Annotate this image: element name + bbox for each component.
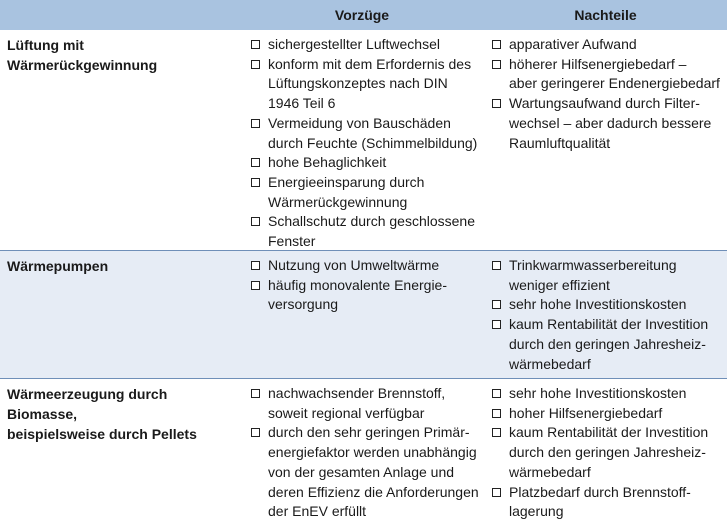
text-line: Nutzung von Umweltwärme	[268, 257, 440, 273]
text-line: kaum Rentabilität der Investition	[509, 316, 709, 333]
text-line: konform mit dem Erfordernis des	[268, 55, 472, 72]
nachteil-item	[492, 483, 724, 522]
text-line: höherer Hilfsenergiebedarf –	[509, 55, 687, 72]
vorzug-item	[251, 55, 479, 114]
checkbox-bullet-icon	[492, 428, 501, 437]
text-line: Schallschutz durch geschlossene	[268, 213, 476, 230]
checkbox-bullet-icon	[492, 389, 501, 398]
text-line: aber geringerer Endenergiebedarf	[509, 75, 720, 92]
text-line: sichergestellter Luftwechsel	[268, 36, 440, 52]
text-line: Wärmerückgewinnung	[7, 57, 158, 73]
checkbox-bullet-icon	[251, 217, 260, 226]
checkbox-bullet-icon	[492, 99, 501, 108]
checkbox-bullet-icon	[251, 158, 260, 167]
text-line: Vermeidung von Bauschäden	[268, 114, 451, 131]
text-line: Platzbedarf durch Brennstoff-	[509, 483, 691, 500]
text-line: hoher Hilfsenergiebedarf	[509, 404, 663, 421]
table-row	[0, 30, 727, 251]
vorzug-item	[251, 35, 479, 55]
checkbox-bullet-icon	[251, 119, 260, 128]
text-line: Lüftung mit	[7, 37, 84, 53]
checkbox-bullet-icon	[492, 320, 501, 329]
checkbox-bullet-icon	[492, 261, 501, 270]
nachteil-item	[492, 404, 724, 424]
checkbox-bullet-icon	[251, 261, 260, 270]
vorzug-item	[251, 256, 479, 276]
text-line: Wärmeerzeugung durch Biomasse,	[7, 386, 168, 422]
nachteile-list	[492, 384, 724, 522]
text-line: wechsel – aber dadurch bessere	[509, 114, 712, 131]
vorzug-item	[251, 212, 479, 251]
checkbox-bullet-icon	[251, 178, 260, 187]
text-line: der EnEV erfüllt	[268, 503, 367, 520]
nachteil-item	[492, 295, 724, 315]
text-line: kaum Rentabilität der Investition	[509, 424, 709, 441]
vorzug-item	[251, 153, 479, 173]
text-line: Trinkwarmwasserbereitung	[509, 257, 677, 273]
text-line: nachwachsender Brennstoff,	[268, 385, 446, 401]
nachteil-item	[492, 94, 724, 153]
vorzuege-list	[251, 384, 479, 522]
text-line: Wartungsaufwand durch Filter-	[509, 95, 700, 112]
checkbox-bullet-icon	[492, 40, 501, 49]
checkbox-bullet-icon	[251, 281, 260, 290]
checkbox-bullet-icon	[492, 409, 501, 418]
checkbox-bullet-icon	[492, 60, 501, 69]
text-line: Fenster	[268, 233, 316, 250]
text-line: beispielsweise durch Pellets	[7, 426, 197, 442]
text-line: durch Feuchte (Schimmelbildung)	[268, 134, 478, 151]
vorzuege-list	[251, 35, 479, 252]
vorzug-item	[251, 114, 479, 153]
vorzug-item	[251, 384, 479, 423]
nachteil-item	[492, 55, 724, 94]
text-line: lagerung	[509, 503, 564, 520]
text-line: sehr hohe Investitionskosten	[509, 385, 687, 401]
text-line: weniger effizient	[509, 276, 610, 293]
vorzug-item	[251, 423, 479, 522]
header-vorzuege: Vorzüge	[334, 7, 390, 23]
text-line: Raumluftqualität	[509, 134, 611, 151]
text-line: von der gesamten Anlage und	[268, 463, 455, 480]
nachteil-item	[492, 423, 724, 482]
checkbox-bullet-icon	[251, 428, 260, 437]
nachteil-item	[492, 384, 724, 404]
text-line: Wärmepumpen	[7, 258, 109, 274]
text-line: apparativer Aufwand	[509, 36, 637, 52]
table-row	[0, 251, 727, 379]
vorzuege-list	[251, 256, 479, 315]
vorzug-item	[251, 276, 479, 315]
text-line: wärmebedarf	[509, 463, 591, 480]
text-line: Energieeinsparung durch	[268, 173, 425, 190]
text-line: Wärmerückgewinnung	[268, 193, 408, 210]
text-line: energiefaktor werden unabhängig	[268, 444, 477, 461]
text-line: hohe Behaglichkeit	[268, 154, 387, 171]
nachteil-item	[492, 256, 724, 295]
text-line: durch den sehr geringen Primär-	[268, 424, 470, 441]
text-line: Lüftungskonzeptes nach DIN	[268, 75, 448, 92]
text-line: häufig monovalente Energie-	[268, 276, 448, 293]
text-line: soweit regional verfügbar	[268, 404, 425, 421]
checkbox-bullet-icon	[251, 60, 260, 69]
row-label	[7, 35, 237, 75]
row-label	[7, 384, 237, 444]
header-nachteile: Nachteile	[574, 7, 637, 23]
text-line: durch den geringen Jahresheiz-	[509, 444, 706, 461]
row-label	[7, 256, 237, 276]
checkbox-bullet-icon	[251, 40, 260, 49]
nachteile-list	[492, 35, 724, 153]
text-line: deren Effizienz die Anforderungen	[268, 483, 479, 500]
text-line: 1946 Teil 6	[268, 95, 336, 112]
text-line: sehr hohe Investitionskosten	[509, 296, 687, 313]
text-line: durch den geringen Jahresheiz-	[509, 335, 706, 352]
nachteil-item	[492, 35, 724, 55]
nachteile-list	[492, 256, 724, 374]
vorzug-item	[251, 173, 479, 212]
nachteil-item	[492, 315, 724, 374]
checkbox-bullet-icon	[492, 300, 501, 309]
checkbox-bullet-icon	[251, 389, 260, 398]
table-row	[0, 379, 727, 525]
checkbox-bullet-icon	[492, 488, 501, 497]
text-line: versorgung	[268, 296, 339, 313]
table-header	[0, 0, 727, 30]
text-line: wärmebedarf	[509, 355, 591, 372]
